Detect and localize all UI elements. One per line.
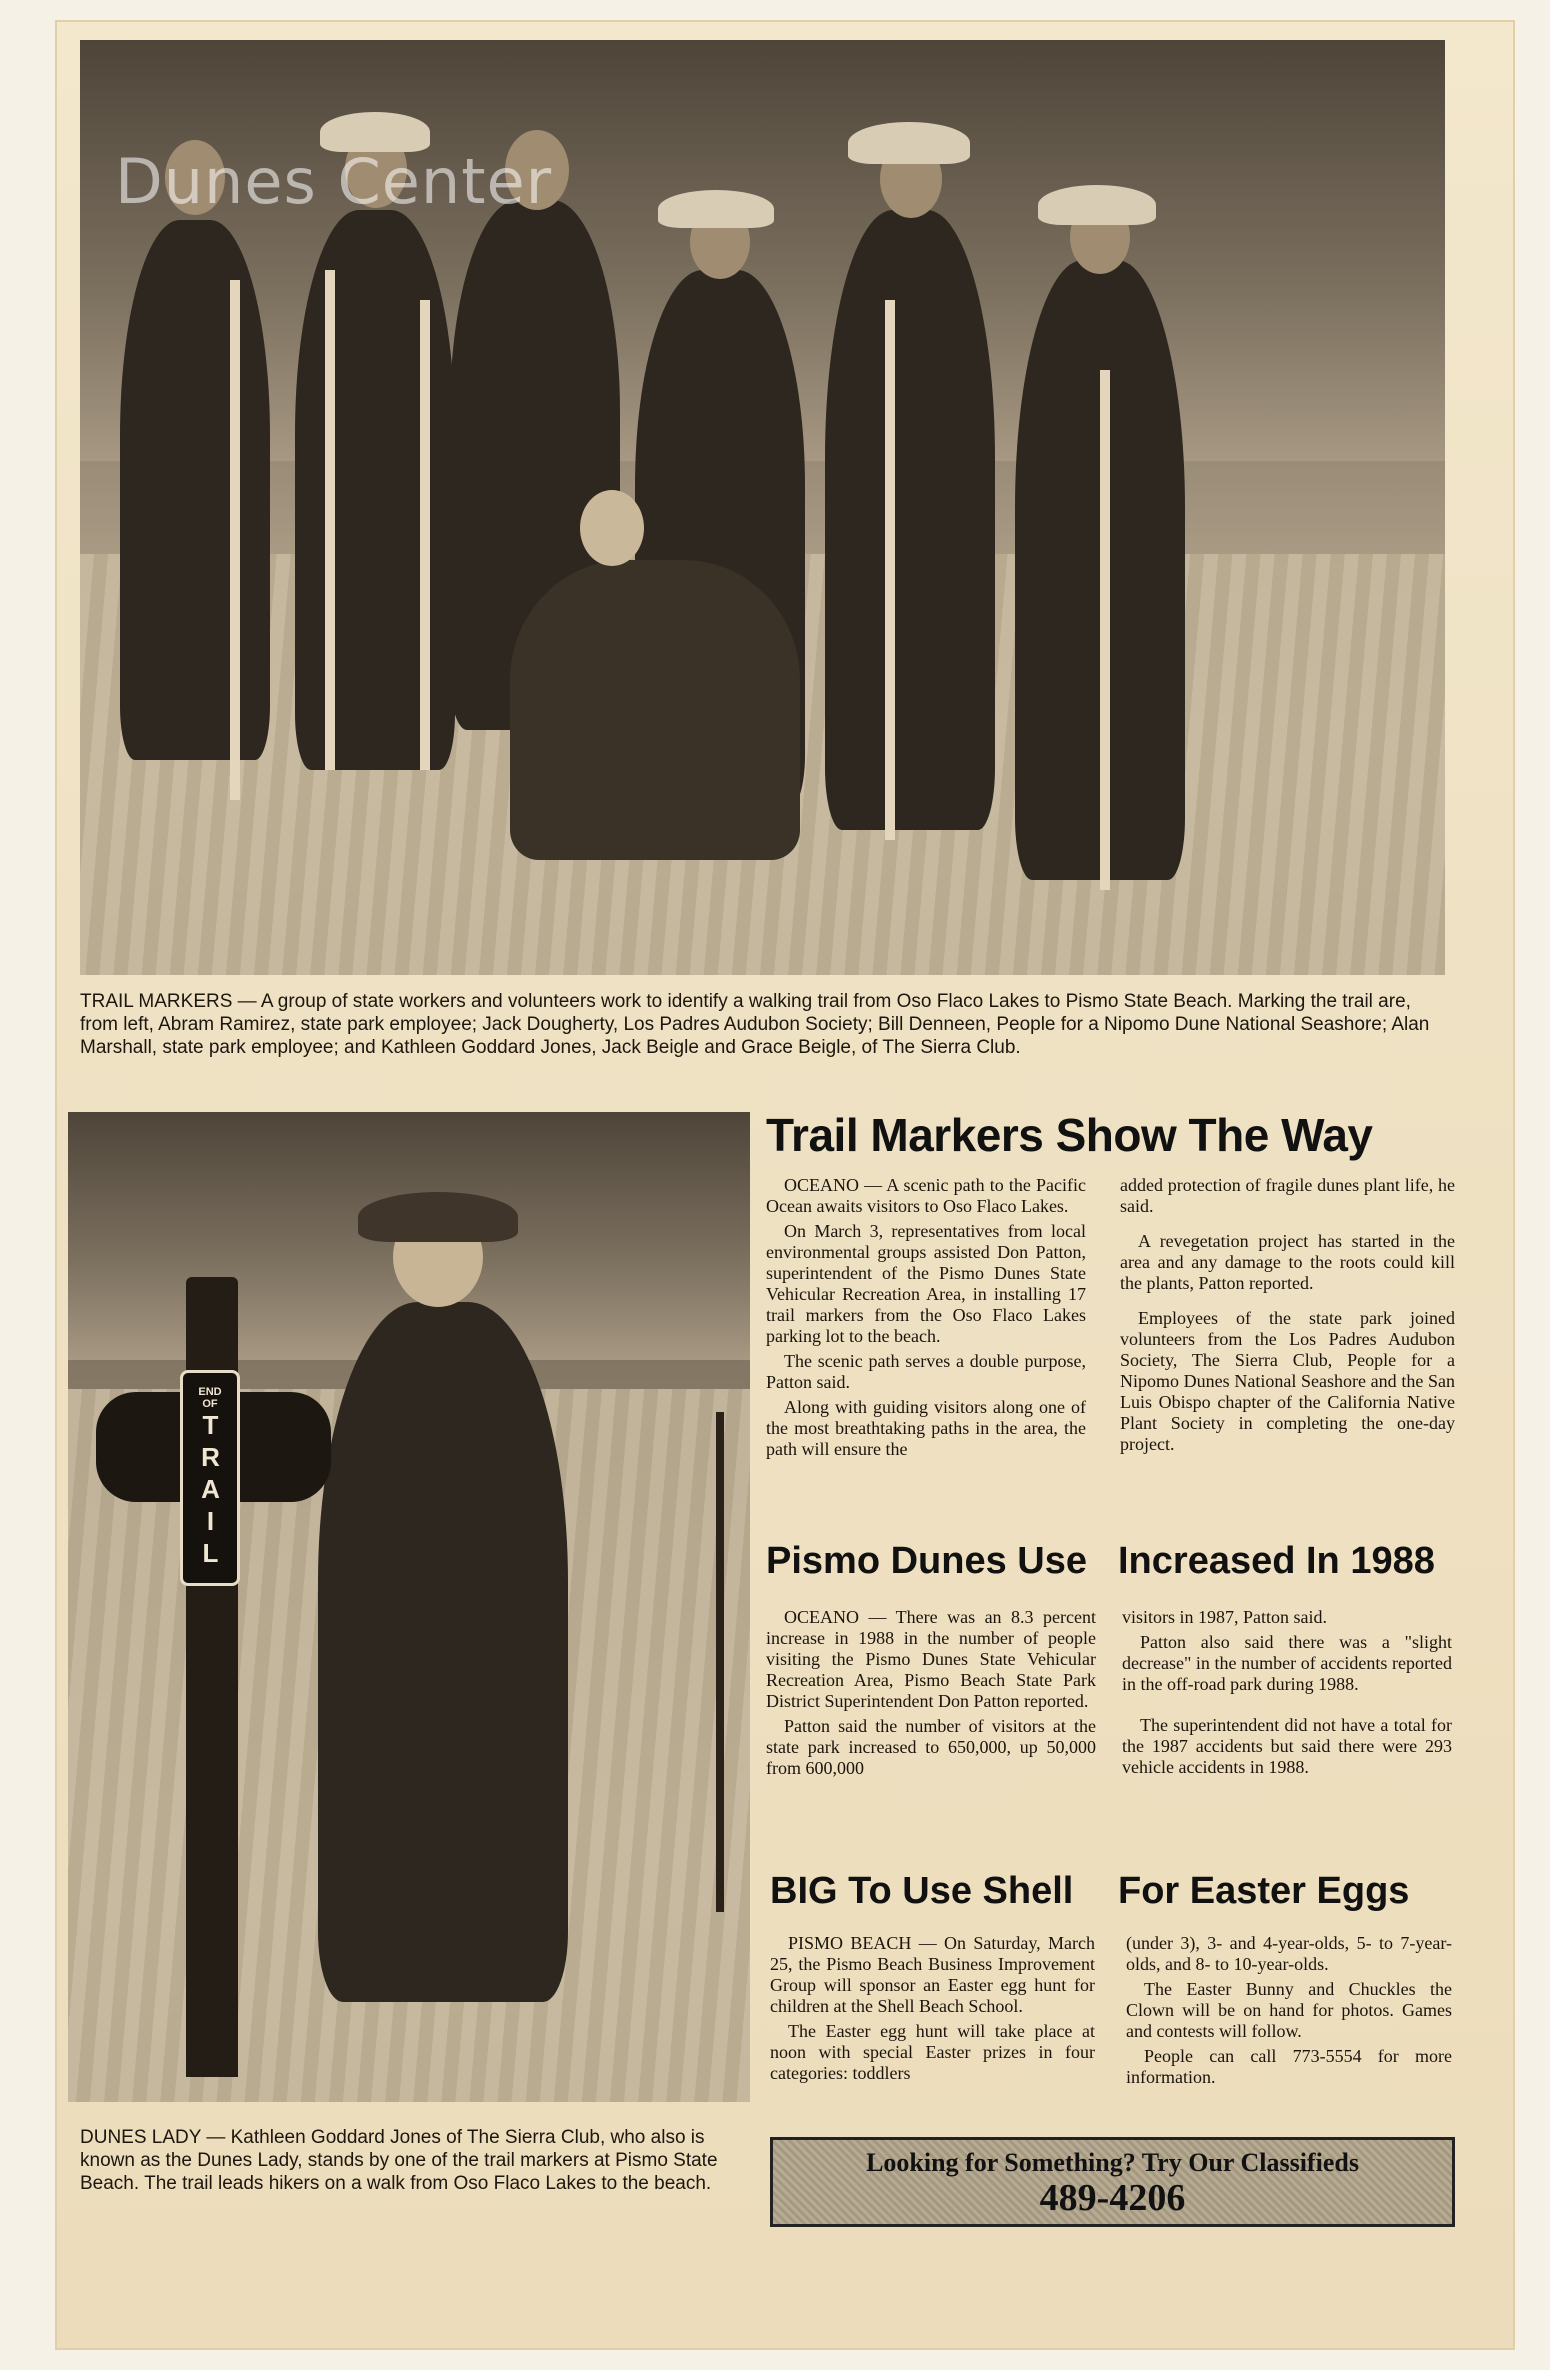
- classifieds-ad: [770, 2137, 1455, 2227]
- paragraph: Along with guiding visitors along one of the most breathtaking paths in the area, the path will ensure the: [766, 1397, 1086, 1459]
- trail-markers-caption: TRAIL MARKERS — A group of state workers and volunteers work to identify a walking trail from Oso Flaco Lakes to Pismo State Beach. Marking the trail are, from left, Abram Ramirez, state park employee; Jack Dougherty, Los Padres Audubon Society; Bill Denneen, People for a Nipomo Dune National Seashore; Alan Marshall, state park employee; and Kathleen Goddard Jones, Jack Beigle and Grace Beigle, of The Sierra Club.: [80, 991, 1430, 1058]
- article-2-column-2: [1122, 1607, 1452, 1782]
- watermark-text: Dunes Center: [115, 145, 553, 218]
- paragraph: OCEANO — A scenic path to the Pacific Ocean awaits visitors to Oso Flaco Lakes.: [766, 1175, 1086, 1216]
- paragraph: Patton said the number of visitors at the state park increased to 650,000, up 50,000 from 600,000: [766, 1716, 1096, 1778]
- paragraph: (under 3), 3- and 4-year-olds, 5- to 7-year-olds, and 8- to 10-year-olds.: [1126, 1933, 1452, 1974]
- sign-line-3: TRAIL: [195, 1410, 226, 1570]
- paragraph: added protection of fragile dunes plant life, he said.: [1120, 1175, 1455, 1216]
- sign-line-1: END: [198, 1386, 222, 1398]
- paragraph: Employees of the state park joined volunteers from the Los Padres Audubon Society, The Sierra Club, People for a Nipomo Dunes National Seashore and the San Luis Obispo chapter of the California Native Plant Society in completing the one-day project.: [1120, 1308, 1455, 1454]
- paragraph: The superintendent did not have a total for the 1987 accidents but said there were 293 vehicle accidents in 1988.: [1122, 1715, 1452, 1777]
- article-headline-pismo-right: Increased In 1988: [1118, 1540, 1435, 1582]
- article-headline-big-left: BIG To Use Shell: [770, 1870, 1074, 1912]
- paragraph: A revegetation project has started in the area and any damage to the roots could kill the plants, Patton reported.: [1120, 1231, 1455, 1293]
- article-headline-pismo-left: Pismo Dunes Use: [766, 1540, 1087, 1582]
- article-3-column-2: [1126, 1933, 1452, 2092]
- paragraph: PISMO BEACH — On Saturday, March 25, the Pismo Beach Business Improvement Group will sponsor an Easter egg hunt for children at the Shell Beach School.: [770, 1933, 1095, 2016]
- paragraph: OCEANO — There was an 8.3 percent increase in 1988 in the number of people visiting the Pismo Dunes State Vehicular Recreation Area, Pismo Beach State Park District Superintendent Don Patton reported.: [766, 1607, 1096, 1711]
- classifieds-phone: 489-4206: [1039, 2177, 1186, 2219]
- article-2-column-1: [766, 1607, 1096, 1783]
- article-1-column-2: [1120, 1175, 1455, 1459]
- paragraph: People can call 773-5554 for more information.: [1126, 2046, 1452, 2087]
- dunes-lady-photo: [68, 1112, 750, 2102]
- paragraph: visitors in 1987, Patton said.: [1122, 1607, 1328, 1627]
- article-1-column-1: [766, 1175, 1086, 1464]
- dunes-lady-caption: DUNES LADY — Kathleen Goddard Jones of The Sierra Club, who also is known as the Dunes Lady, stands by one of the trail markers at Pismo State Beach. The trail leads hikers on a walk from Oso Flaco Lakes to the beach.: [80, 2127, 718, 2194]
- paragraph: The Easter egg hunt will take place at noon with special Easter prizes in four categories: toddlers: [770, 2021, 1095, 2083]
- article-headline-big-right: For Easter Eggs: [1118, 1870, 1410, 1912]
- article-3-column-1: [770, 1933, 1095, 2088]
- sign-line-2: OF: [202, 1398, 218, 1410]
- article-headline-trail-markers: Trail Markers Show The Way: [766, 1109, 1373, 1161]
- paragraph: On March 3, representatives from local environmental groups assisted Don Patton, superintendent of the Pismo Dunes State Vehicular Recreation Area, in installing 17 trail markers from the Oso Flaco Lakes parking lot to the beach.: [766, 1221, 1086, 1346]
- classifieds-tagline: Looking for Something? Try Our Classifieds: [866, 2148, 1359, 2177]
- paragraph: The Easter Bunny and Chuckles the Clown will be on hand for photos. Games and contests will follow.: [1126, 1979, 1452, 2041]
- end-of-trail-sign: [180, 1370, 240, 1586]
- paragraph: The scenic path serves a double purpose, Patton said.: [766, 1351, 1086, 1392]
- paragraph: Patton also said there was a "slight decrease" in the number of accidents reported in the off-road park during 1988.: [1122, 1632, 1452, 1694]
